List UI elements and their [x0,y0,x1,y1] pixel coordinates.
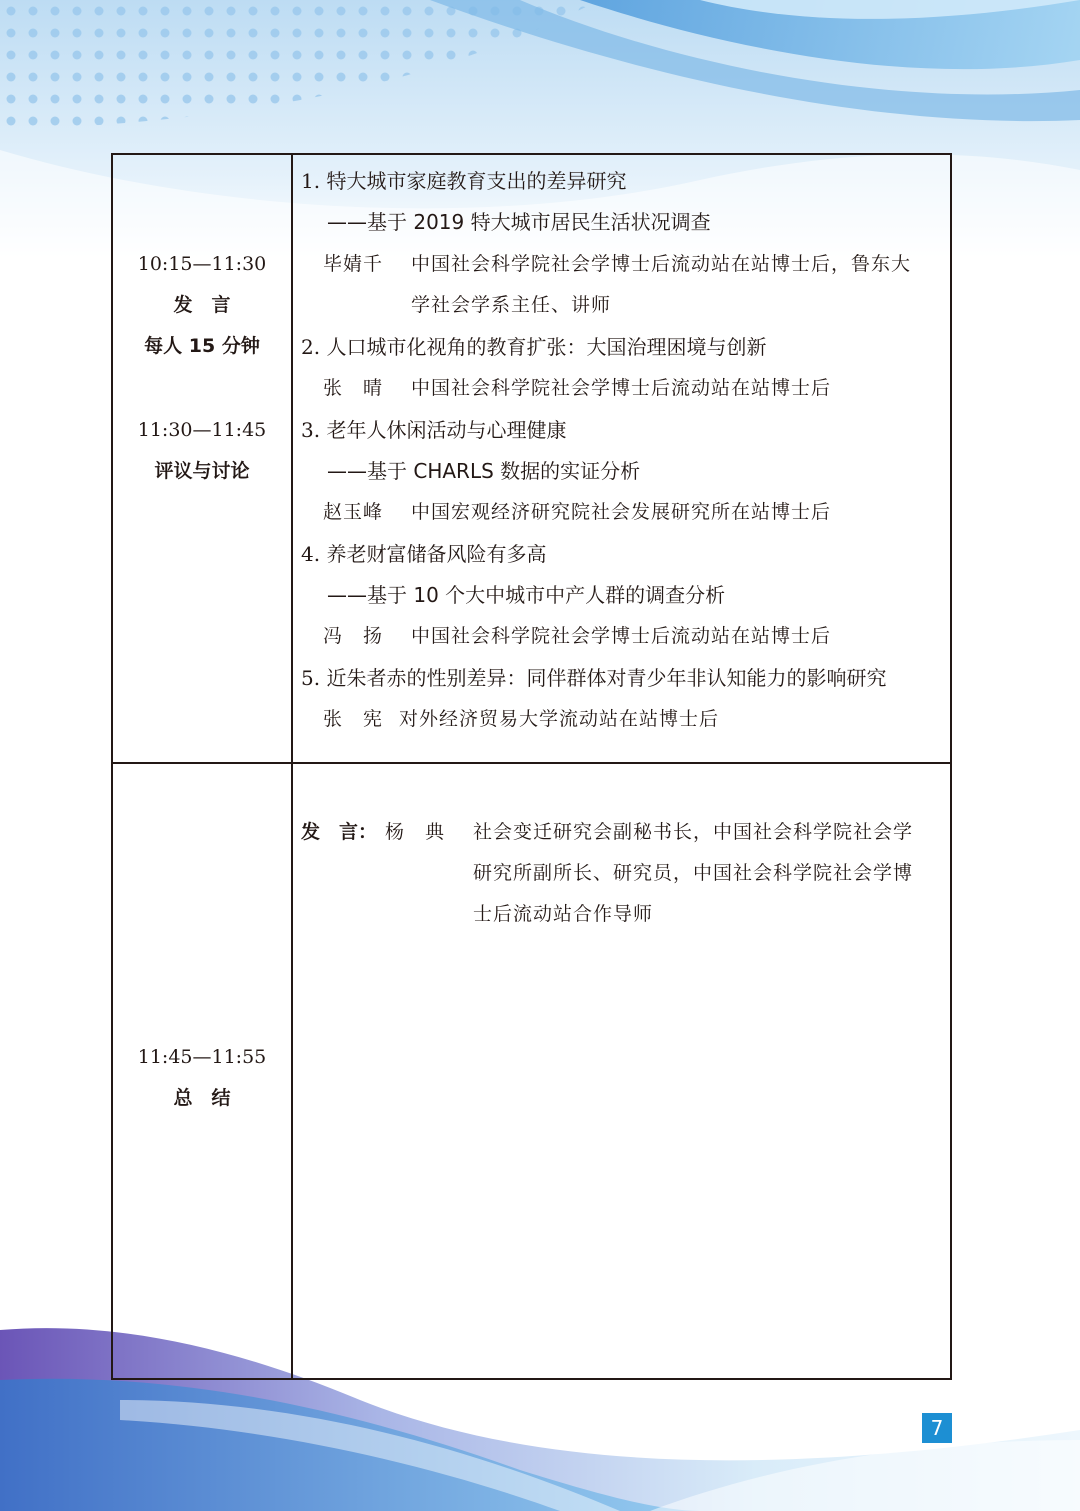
speaker-affiliation: 中国社会科学院社会学博士后流动站在站博士后 [411,377,832,399]
talk-title-text: 近朱者赤的性别差异：同伴群体对青少年非认知能力的影响研究 [326,666,887,690]
summary-affiliation-line: 研究所副所长、研究员，中国社会科学院社会学博 [473,862,914,884]
talk-title [301,417,566,443]
talk-title-text: 特大城市家庭教育支出的差异研究 [326,169,627,193]
page-number: 7 [922,1413,952,1443]
time-slot-discussion: 11:30—11:45 [137,419,267,441]
speaker-affiliation: 中国社会科学院社会学博士后流动站在站博士后 [411,625,832,647]
speaker-name: 张 宪 [323,708,384,730]
summary-label: 发 言： [301,821,378,843]
speaker-name: 张 晴 [323,377,384,399]
talk-subtitle: ——基于 CHARLS 数据的实证分析 [327,459,641,483]
speaker-affiliation-cont: 学社会学系主任、讲师 [411,294,612,316]
session-label-talks: 发 言 [173,294,231,316]
session-label-discussion: 评议与讨论 [154,460,250,482]
speaker-name: 冯 扬 [323,625,384,647]
talk-number: 5. [301,666,321,690]
row-divider [113,762,950,764]
time-per-speaker: 每人 15 分钟 [144,335,260,357]
speaker-name: 赵玉峰 [323,501,384,523]
talk-title-text: 人口城市化视角的教育扩张：大国治理困境与创新 [326,335,767,359]
time-slot-summary: 11:45—11:55 [137,1046,267,1068]
summary-affiliation-line: 社会变迁研究会副秘书长，中国社会科学院社会学 [473,821,914,843]
column-divider [291,155,293,1378]
talk-title-text: 老年人休闲活动与心理健康 [326,418,567,442]
speaker-affiliation: 对外经济贸易大学流动站在站博士后 [399,708,720,730]
speaker-affiliation: 中国社会科学院社会学博士后流动站在站博士后，鲁东大 [411,253,912,275]
talk-subtitle: ——基于 2019 特大城市居民生活状况调查 [327,210,711,234]
summary-affiliation-line: 士后流动站合作导师 [473,903,654,925]
talk-title [301,665,886,691]
talk-title [301,541,546,567]
talk-number: 3. [301,418,321,442]
talk-number: 2. [301,335,321,359]
schedule-table [111,153,952,1380]
time-slot-talks: 10:15—11:30 [137,253,267,275]
talk-subtitle: ——基于 10 个大中城市中产人群的调查分析 [327,583,726,607]
talk-title-text: 养老财富储备风险有多高 [326,542,547,566]
speaker-affiliation: 中国宏观经济研究院社会发展研究所在站博士后 [411,501,832,523]
talk-number: 4. [301,542,321,566]
session-label-summary: 总 结 [173,1087,231,1109]
summary-speaker: 杨 典 [385,821,446,843]
talk-title [301,334,766,360]
talk-title [301,168,626,194]
talk-number: 1. [301,169,321,193]
speaker-name: 毕婧千 [323,253,384,275]
